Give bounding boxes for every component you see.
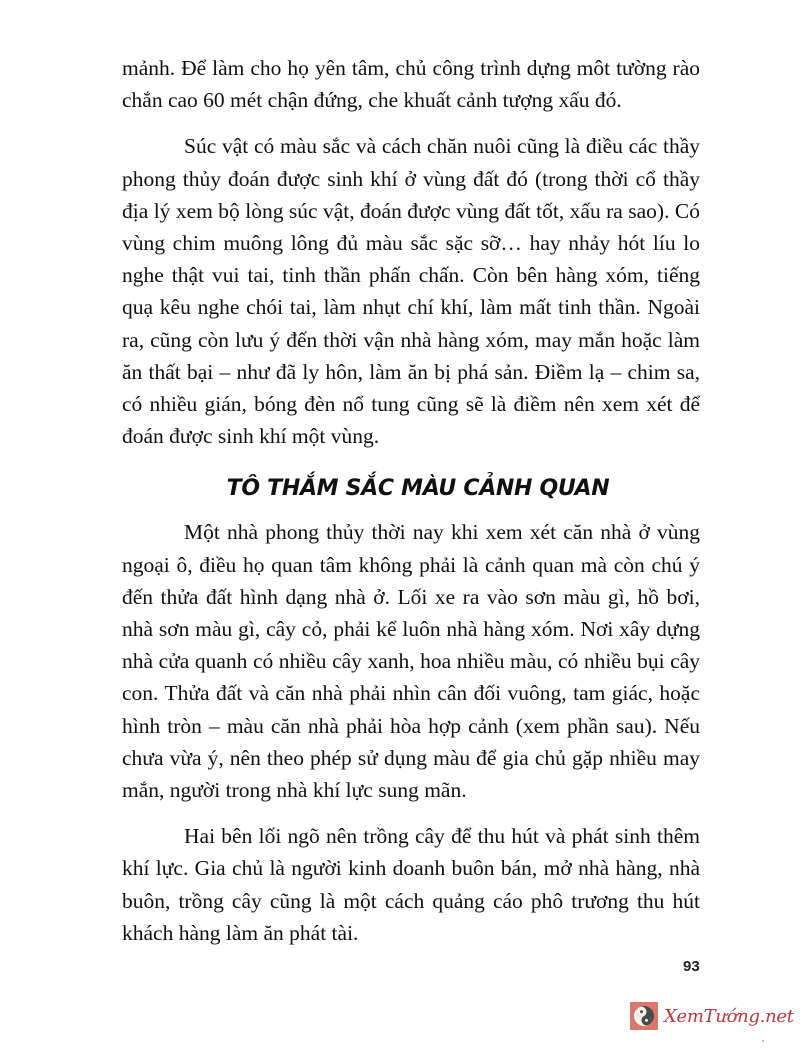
- book-page: [122, 52, 700, 949]
- paragraph-continuation: mảnh. Để làm cho họ yên tâm, chủ công trình dựng môt tường rào chắn cao 60 mét chận đứng, che khuất cảnh tượng xấu đó.: [122, 56, 700, 113]
- page-number: 93: [683, 958, 700, 975]
- paragraph-trees: Hai bên lối ngõ nên trồng cây để thu hút và phát sinh thêm khí lực. Gia chủ là người kinh doanh buôn bán, mở nhà hàng, nhà buôn, trồng cây cũng là một cách quảng cáo phô trương thu hút khách hàng làm ăn phát tài.: [122, 824, 700, 945]
- scan-speck: [762, 1040, 764, 1042]
- paragraph-landscape: Một nhà phong thủy thời nay khi xem xét căn nhà ở vùng ngoại ô, điều họ quan tâm không phải là cảnh quan mà còn chú ý đến thửa đất hình dạng nhà ở. Lối xe ra vào sơn màu gì, hồ bơi, nhà sơn màu gì, cây cỏ, phải kể luôn nhà hàng xóm. Nơi xây dựng nhà cửa quanh có nhiều cây xanh, hoa nhiều màu, có nhiều bụi cây con. Thửa đất và căn nhà phải nhìn cân đối vuông, tam giác, hoặc hình tròn – màu căn nhà phải hòa hợp cảnh (xem phần sau). Nếu chưa vừa ý, nên theo phép sử dụng màu để gia chủ gặp nhiều may mắn, người trong nhà khí lực sung mãn.: [122, 520, 700, 803]
- watermark-logo: [630, 998, 794, 1034]
- watermark-text: XemTướng.net: [664, 1005, 794, 1027]
- yin-yang-icon: [630, 1002, 657, 1029]
- section-heading: TÔ THẮM SẮC MÀU CẢNH QUAN: [226, 476, 610, 502]
- logo-box: [630, 1002, 658, 1030]
- paragraph-animals: Súc vật có màu sắc và cách chăn nuôi cũng là điều các thầy phong thủy đoán được sinh khí ở vùng đất đó (trong thời cổ thầy địa lý xem bộ lòng súc vật, đoán được vùng đất tốt, xấu ra sao). Có vùng chim muông lông đủ màu sắc sặc sỡ… hay nhảy hót líu lo nghe thật vui tai, tinh thần phấn chấn. Còn bên hàng xóm, tiếng quạ kêu nghe chói tai, làm nhụt chí khí, làm mất tinh thần. Ngoài ra, cũng còn lưu ý đến thời vận nhà hàng xóm, may mắn hoặc làm ăn thất bại – như đã ly hôn, làm ăn bị phá sản. Điềm lạ – chim sa, có nhiều gián, bóng đèn nổ tung cũng sẽ là điềm nên xem xét để đoán được sinh khí một vùng.: [122, 134, 700, 449]
